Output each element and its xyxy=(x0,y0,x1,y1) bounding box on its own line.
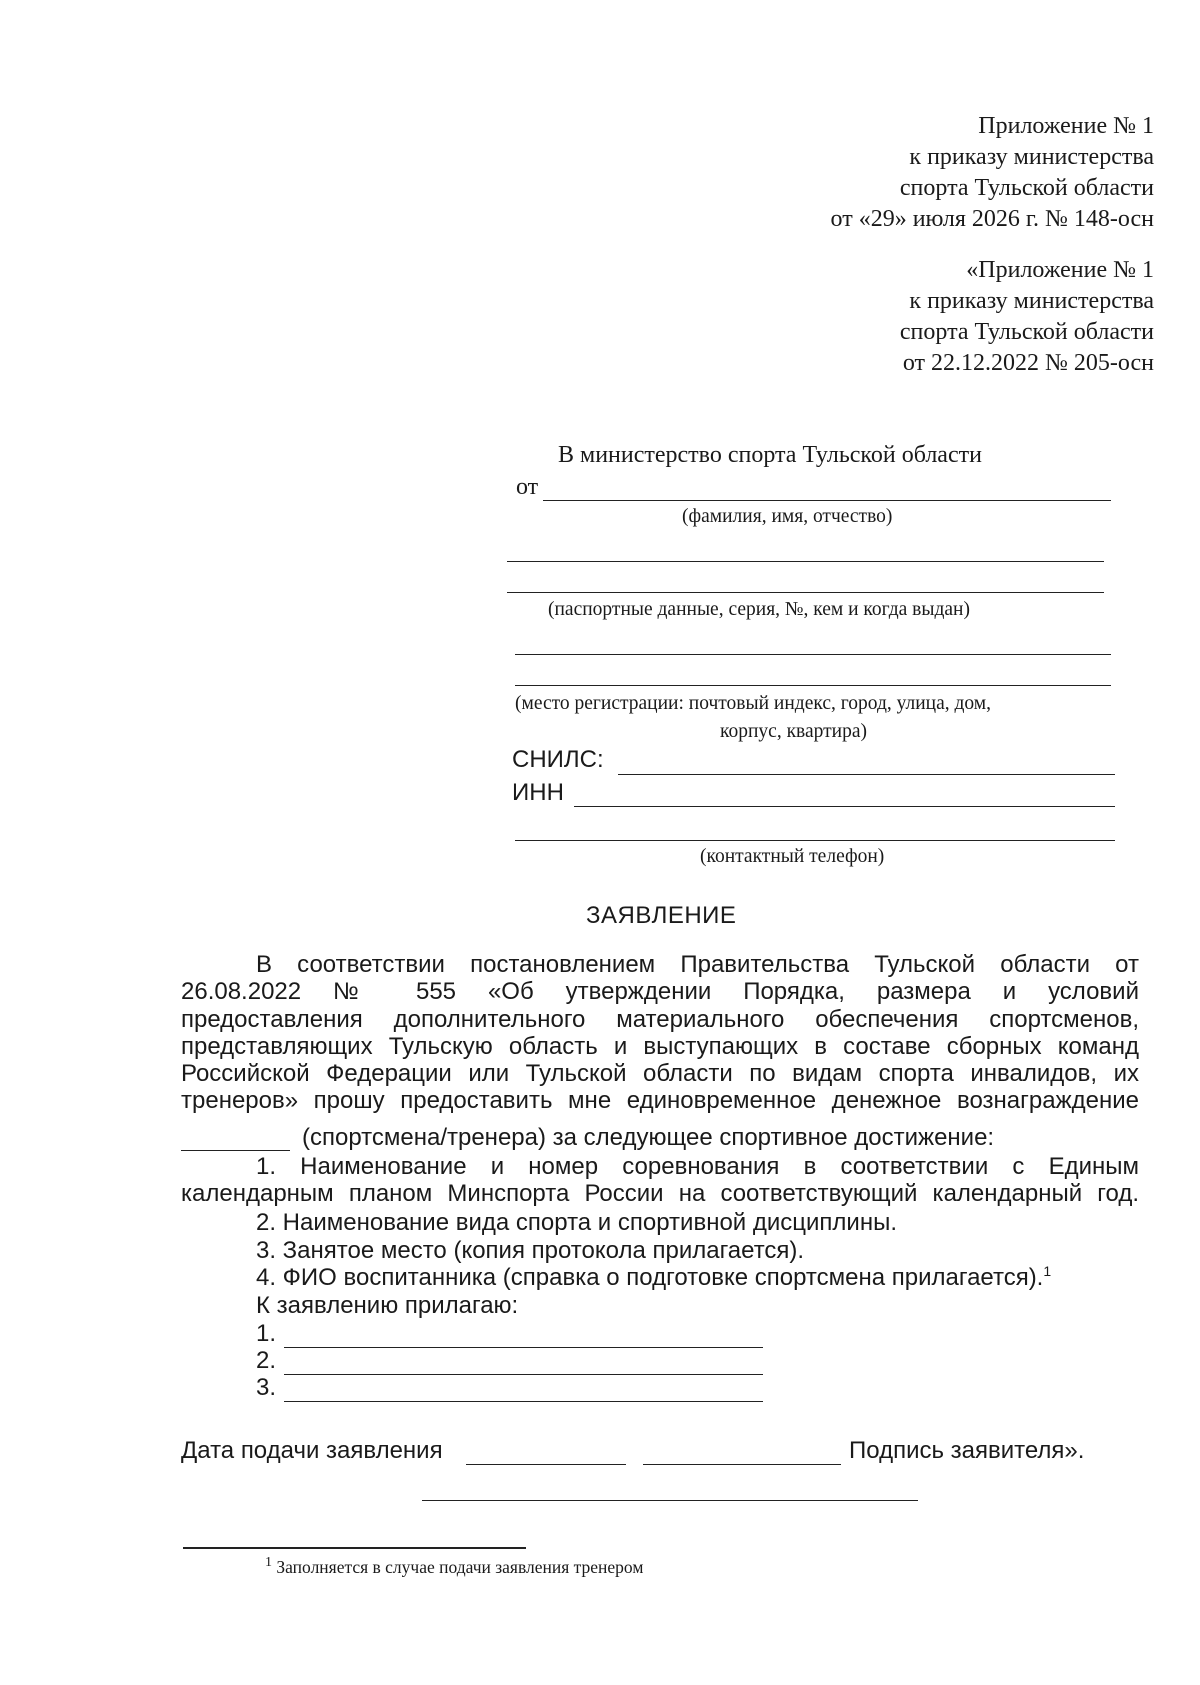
fio-caption: (фамилия, имя, отчество) xyxy=(682,506,893,527)
inn-label: ИНН xyxy=(512,779,564,806)
order-header-line-2: к приказу министерства xyxy=(909,144,1154,170)
passport-field-line-1[interactable] xyxy=(507,561,1104,562)
passport-caption: (паспортные данные, серия, №, кем и когда выдан) xyxy=(548,599,970,620)
paragraph-line-2: 26.08.2022 № 555 «Об утверждении Порядка, размера и условий xyxy=(181,978,1139,1006)
closing-rule xyxy=(422,1500,918,1501)
from-label: от xyxy=(516,474,539,500)
signature-field-line[interactable] xyxy=(643,1464,841,1465)
footnote-separator xyxy=(183,1547,526,1549)
item-4 xyxy=(256,1264,1051,1292)
attach-item-1-line[interactable] xyxy=(284,1347,763,1348)
attach-item-1-number: 1. xyxy=(256,1320,277,1347)
attach-item-3-number: 3. xyxy=(256,1374,277,1401)
date-field-line[interactable] xyxy=(466,1464,626,1465)
passport-field-line-2[interactable] xyxy=(507,592,1104,593)
original-header-line-4: от 22.12.2022 № 205-осн xyxy=(902,350,1154,376)
item-4-text: 4. ФИО воспитанника (справка о подготовке спортсмена прилагается). xyxy=(256,1264,1044,1291)
phone-field-line[interactable] xyxy=(515,840,1115,841)
fio-field-line[interactable] xyxy=(543,500,1111,501)
paragraph-line-4: представляющих Тульскую область и выступающих в составе сборных команд xyxy=(181,1032,1139,1060)
paragraph-line-6: тренеров» прошу предоставить мне единовременное денежное вознаграждение xyxy=(181,1087,1139,1115)
item-1-line-2: календарным планом Минспорта России на соответствующий календарный год. xyxy=(181,1180,1139,1208)
item-1-line-1: 1. Наименование и номер соревнования в соответствии с Единым xyxy=(256,1153,1139,1180)
order-header-line-4: от «29» июля 2026 г. № 148-осн xyxy=(830,206,1154,232)
order-header-line-3: спорта Тульской области xyxy=(899,175,1154,201)
attach-item-2-number: 2. xyxy=(256,1347,277,1374)
original-header-line-2: к приказу министерства xyxy=(909,288,1154,314)
original-header-line-3: спорта Тульской области xyxy=(899,319,1154,345)
original-header-line-1: «Приложение № 1 xyxy=(966,257,1154,283)
item-3: 3. Занятое место (копия протокола прилагается). xyxy=(256,1237,805,1264)
footnote-mark: 1 xyxy=(265,1555,272,1571)
attach-item-2-line[interactable] xyxy=(284,1374,763,1375)
phone-caption: (контактный телефон) xyxy=(700,846,885,867)
recipient-type-field-line[interactable] xyxy=(181,1150,290,1151)
addressee-to: В министерство спорта Тульской области xyxy=(558,442,982,468)
registration-field-line-2[interactable] xyxy=(515,685,1111,686)
item-2: 2. Наименование вида спорта и спортивной дисциплины. xyxy=(256,1209,898,1236)
paragraph-line-7: (спортсмена/тренера) за следующее спортивное достижение: xyxy=(302,1124,995,1151)
attach-label: К заявлению прилагаю: xyxy=(256,1292,519,1319)
footnote-reference: 1 xyxy=(1043,1263,1052,1279)
order-header xyxy=(831,111,1154,235)
original-header xyxy=(900,255,1154,379)
registration-caption-2: корпус, квартира) xyxy=(720,721,868,742)
registration-field-line-1[interactable] xyxy=(515,654,1111,655)
paragraph-line-5: Российской Федерации или Тульской области по видам спорта инвалидов, их xyxy=(181,1060,1139,1088)
statement-paragraph xyxy=(181,951,1139,1115)
date-label: Дата подачи заявления xyxy=(181,1437,443,1464)
order-header-line-1: Приложение № 1 xyxy=(978,113,1154,139)
footnote-text: Заполняется в случае подачи заявления тренером xyxy=(276,1557,644,1577)
paragraph-line-3: предоставления дополнительного материального обеспечения спортсменов, xyxy=(181,1005,1139,1033)
snils-label: СНИЛС: xyxy=(512,746,604,773)
inn-field-line[interactable] xyxy=(574,806,1115,807)
snils-field-line[interactable] xyxy=(618,774,1115,775)
statement-title: ЗАЯВЛЕНИЕ xyxy=(586,902,737,929)
attach-item-3-line[interactable] xyxy=(284,1401,763,1402)
signature-label: Подпись заявителя». xyxy=(849,1437,1085,1464)
paragraph-line-1: В соответствии постановлением Правительства Тульской области от xyxy=(256,951,1139,978)
registration-caption-1: (место регистрации: почтовый индекс, город, улица, дом, xyxy=(515,693,992,714)
footnote xyxy=(265,1557,643,1578)
item-1 xyxy=(181,1153,1139,1208)
